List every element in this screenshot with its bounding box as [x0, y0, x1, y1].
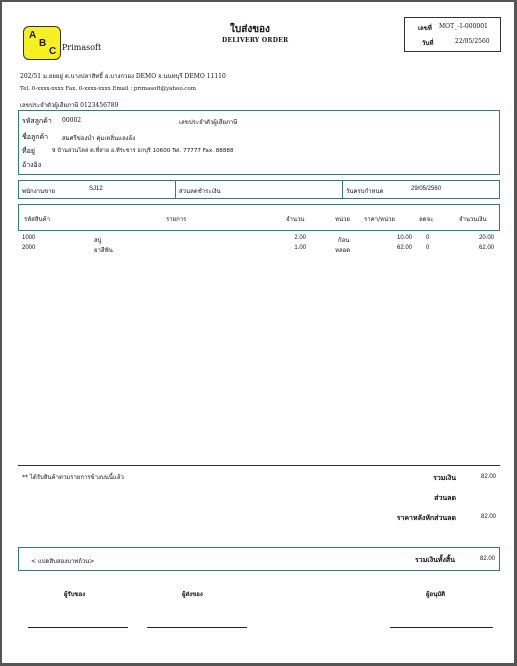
- grand-total-value: 82.00: [479, 556, 495, 562]
- subtotal-value: 82.00: [480, 474, 496, 480]
- col-header-amount: จำนวนเงิน: [459, 216, 487, 223]
- amount-in-words: < แปดสิบสองบาทถ้วน>: [31, 558, 95, 565]
- received-note: ** ได้รับสินค้าตามรายการข้างบนนี้แล้ว: [22, 474, 124, 481]
- doc-no-value: MOT_-1-000001: [439, 23, 488, 30]
- signature-line-approver: [390, 627, 493, 628]
- row-amount: 20.00: [478, 235, 494, 241]
- row-disc: 0: [426, 245, 430, 251]
- due-value: 29/05/2560: [411, 186, 442, 192]
- row-name: สบู่: [94, 237, 102, 244]
- meta-divider-2: [342, 181, 343, 198]
- logo-letter-a: A: [29, 30, 37, 41]
- col-header-unit: หน่วย: [335, 216, 350, 223]
- row-amount: 62.00: [478, 245, 494, 251]
- meta-divider-1: [175, 181, 176, 198]
- row-code: 1000: [22, 235, 36, 241]
- after-discount-label: ราคาหลังหักส่วนลด: [396, 514, 456, 522]
- signature-line-receiver: [28, 627, 128, 628]
- doc-no-label: เลขที่: [418, 25, 432, 32]
- date-label: วันที่: [422, 40, 434, 47]
- signature-approver-label: ผู้อนุมัติ: [426, 591, 446, 598]
- row-disc: 0: [426, 235, 430, 241]
- customer-ref-label: อ้างอิง: [22, 161, 42, 169]
- grand-total-box: [18, 547, 500, 571]
- doc-number-box: [404, 17, 501, 52]
- company-taxid: เลขประจำตัวผู้เสียภาษี 0123456789: [20, 102, 119, 109]
- meta-row: [18, 180, 500, 199]
- discount-label: ส่วนลด: [434, 494, 456, 502]
- col-header-qty: จำนวน: [286, 216, 305, 223]
- company-contact: Tel. 0-xxxx-xxxx Fax. 0-xxxx-xxxx Email : primasoft@yahoo.com: [20, 86, 196, 92]
- row-qty: 1.00: [294, 245, 306, 251]
- customer-box: [18, 110, 500, 175]
- col-header-name: รายการ: [166, 216, 187, 223]
- company-name: Primasoft: [62, 43, 102, 52]
- signature-sender-label: ผู้ส่งของ: [182, 591, 203, 598]
- customer-address-label: ที่อยู่: [22, 147, 35, 155]
- signature-line-sender: [147, 627, 247, 628]
- row-price: 10.00: [396, 235, 412, 241]
- col-header-price: ราคา/หน่วย: [364, 216, 395, 223]
- company-logo: [23, 26, 61, 60]
- row-unit: หลอด: [335, 247, 351, 254]
- subtotal-label: รวมเงิน: [433, 474, 456, 482]
- row-unit: ก้อน: [338, 237, 350, 244]
- customer-code-label: รหัสลูกค้า: [22, 117, 52, 125]
- logo-letter-b: B: [39, 38, 47, 49]
- terms-label: ส่วนลดชำระเงิน: [179, 188, 221, 195]
- salesman-label: พนักงานขาย: [22, 188, 56, 195]
- date-value: 22/05/2560: [455, 38, 490, 45]
- customer-code-value: 00002: [62, 117, 82, 124]
- customer-taxid-label: เลขประจำตัวผู้เสียภาษี: [179, 119, 238, 126]
- doc-title: ใบส่งของ: [230, 24, 270, 35]
- logo-letter-c: C: [49, 46, 57, 57]
- row-name: ยาสีฟัน: [94, 247, 113, 254]
- company-address: 202/51 ม.ยยยยู่ ต.บางปลาสิทธิ์ อ.บางกวอง DEMO จ.นนทบุรี DEMO 11110: [20, 73, 226, 80]
- grand-total-label: รวมเงินทั้งสิ้น: [415, 556, 455, 564]
- row-code: 2000: [22, 245, 36, 251]
- customer-name-label: ชื่อลูกค้า: [22, 133, 49, 141]
- after-discount-value: 82.00: [480, 514, 496, 520]
- items-header: [18, 204, 500, 231]
- totals-divider: [18, 465, 500, 466]
- doc-subtitle: DELIVERY ORDER: [222, 37, 289, 44]
- row-price: 62.00: [396, 245, 412, 251]
- due-label: วันครบกำหนด: [346, 188, 384, 195]
- customer-name-value: สมศรีข่องบ่ำ คุ่มเหลิ่นแลงอ้ง: [62, 135, 136, 142]
- salesman-value: SJ12: [89, 186, 103, 192]
- col-header-disc: ลดจะ: [419, 216, 434, 223]
- customer-address-value: 9 บ้านสวนโคส ต.ที่สาย อ.ทีร่ะชาร ธกบุรี 10600 Tel. 77777 Fax. 88888: [52, 148, 234, 154]
- signature-receiver-label: ผู้รับของ: [64, 591, 86, 598]
- row-qty: 2.00: [294, 235, 306, 241]
- col-header-code: รหัสสินค้า: [24, 216, 50, 223]
